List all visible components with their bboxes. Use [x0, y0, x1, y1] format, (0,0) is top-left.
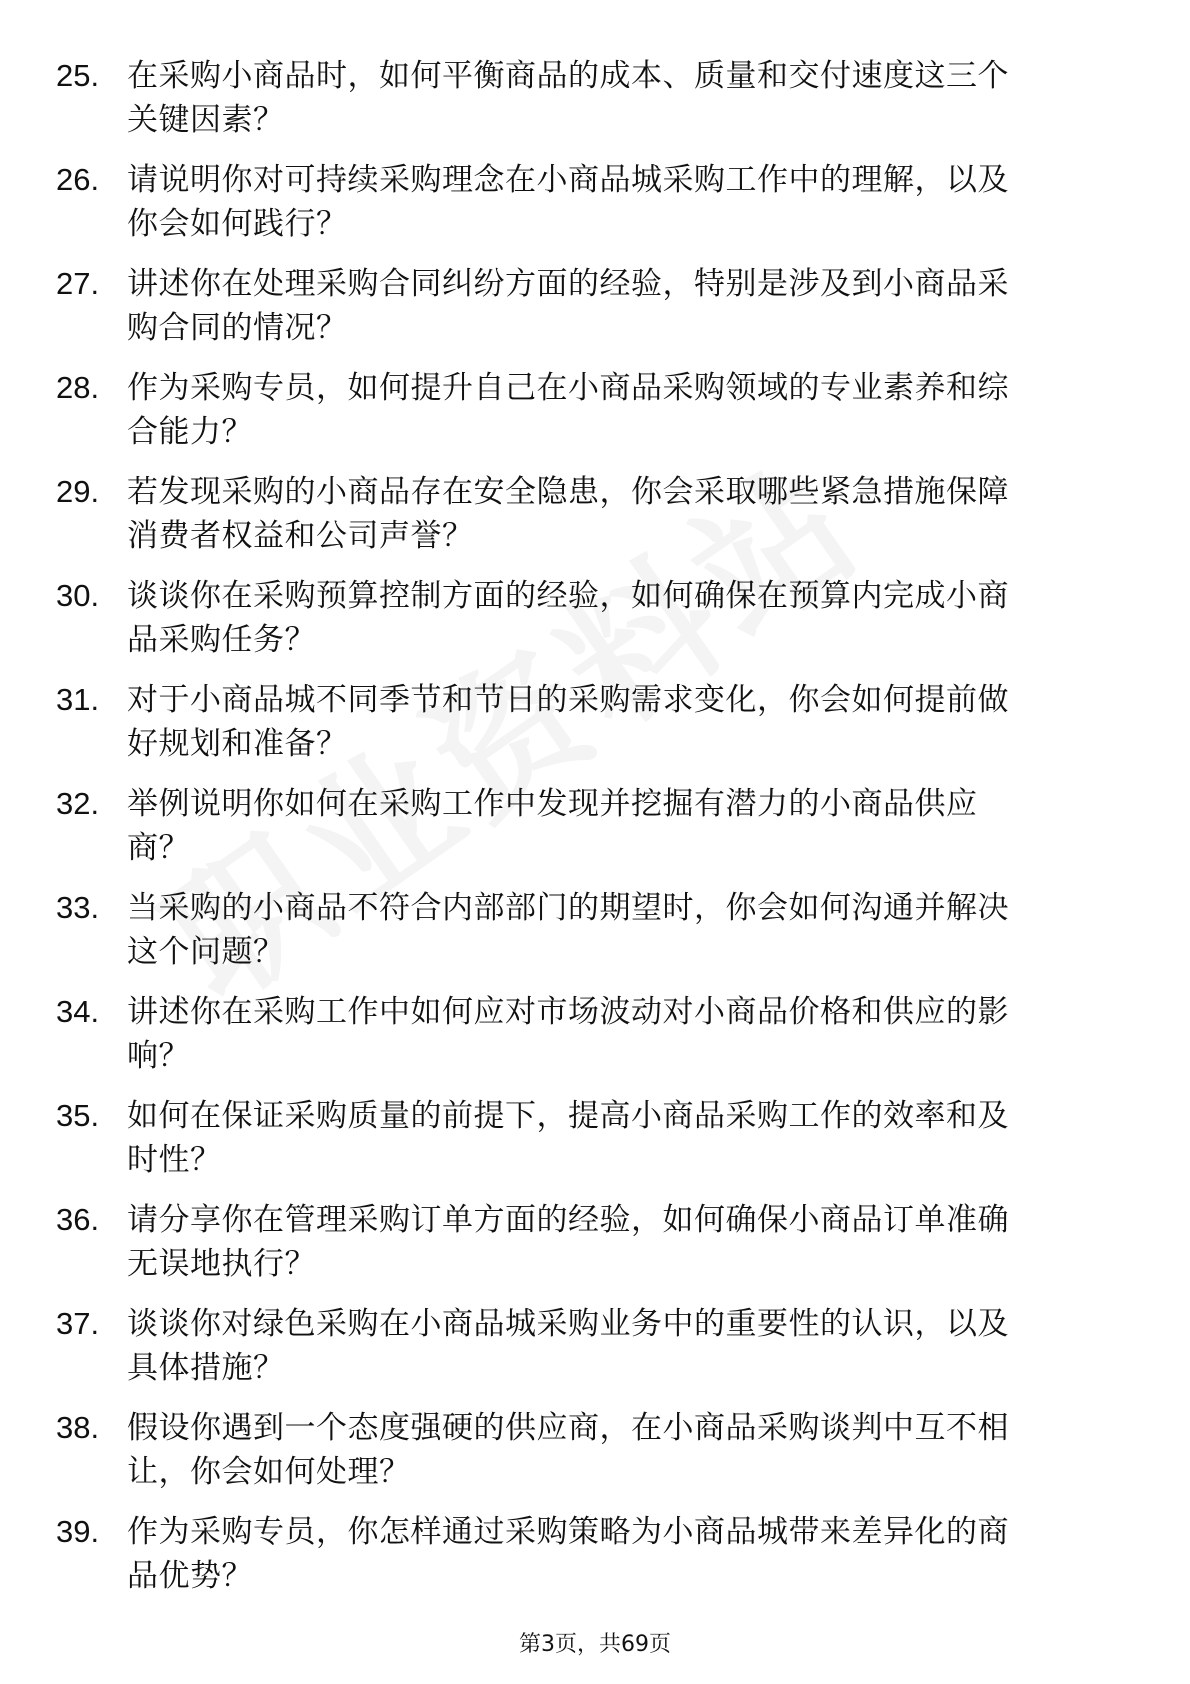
question-item: [0, 774, 1190, 878]
question-item: [0, 982, 1190, 1086]
question-number: 33.: [56, 890, 100, 925]
question-line: 如何在保证采购质量的前提下，提高小商品采购工作的效率和及: [127, 1098, 1009, 1134]
question-text: [127, 54, 1127, 142]
question-number: 32.: [56, 786, 100, 821]
question-text: [127, 990, 1127, 1078]
question-number: 27.: [56, 266, 100, 301]
question-number: 28.: [56, 370, 100, 405]
question-line: 关键因素？: [127, 102, 285, 138]
question-text: [127, 1406, 1127, 1494]
question-item: [0, 1190, 1190, 1294]
question-line: 讲述你在处理采购合同纠纷方面的经验，特别是涉及到小商品采: [127, 266, 1009, 302]
question-line: 好规划和准备？: [127, 726, 348, 762]
question-number: 35.: [56, 1098, 100, 1133]
question-line: 品优势？: [127, 1558, 253, 1594]
question-line: 在采购小商品时，如何平衡商品的成本、质量和交付速度这三个: [127, 58, 1009, 94]
question-text: [127, 1094, 1127, 1182]
question-number: 31.: [56, 682, 100, 717]
question-line: 响？: [127, 1038, 190, 1074]
question-item: [0, 670, 1190, 774]
question-line: 品采购任务？: [127, 622, 316, 658]
question-line: 对于小商品城不同季节和节日的采购需求变化，你会如何提前做: [127, 682, 1009, 718]
question-line: 假设你遇到一个态度强硬的供应商，在小商品采购谈判中互不相: [127, 1410, 1009, 1446]
question-line: 谈谈你对绿色采购在小商品城采购业务中的重要性的认识，以及: [127, 1306, 1009, 1342]
question-text: [127, 158, 1127, 246]
question-line: 购合同的情况？: [127, 310, 348, 346]
page-footer: 第3页，共69页: [519, 1632, 671, 1657]
question-number: 36.: [56, 1202, 100, 1237]
question-item: [0, 878, 1190, 982]
question-number: 38.: [56, 1410, 100, 1445]
question-text: [127, 574, 1127, 662]
question-line: 讲述你在采购工作中如何应对市场波动对小商品价格和供应的影: [127, 994, 1009, 1030]
question-item: [0, 1502, 1190, 1606]
question-number: 37.: [56, 1306, 100, 1341]
question-line: 消费者权益和公司声誉？: [127, 518, 474, 554]
question-text: [127, 886, 1127, 974]
question-line: 若发现采购的小商品存在安全隐患，你会采取哪些紧急措施保障: [127, 474, 1009, 510]
question-number: 39.: [56, 1514, 100, 1549]
question-item: [0, 1294, 1190, 1398]
question-text: [127, 262, 1127, 350]
question-item: [0, 1398, 1190, 1502]
question-item: [0, 150, 1190, 254]
question-item: [0, 566, 1190, 670]
question-item: [0, 358, 1190, 462]
question-line: 让，你会如何处理？: [127, 1454, 411, 1490]
question-line: 无误地执行？: [127, 1246, 316, 1282]
question-line: 作为采购专员，你怎样通过采购策略为小商品城带来差异化的商: [127, 1514, 1009, 1550]
question-number: 29.: [56, 474, 100, 509]
question-number: 30.: [56, 578, 100, 613]
question-text: [127, 470, 1127, 558]
question-line: 你会如何践行？: [127, 206, 348, 242]
question-line: 这个问题？: [127, 934, 285, 970]
question-text: [127, 782, 1127, 870]
question-line: 作为采购专员，如何提升自己在小商品采购领域的专业素养和综: [127, 370, 1009, 406]
question-text: [127, 1302, 1127, 1390]
question-line: 合能力？: [127, 414, 253, 450]
question-number: 34.: [56, 994, 100, 1029]
question-text: [127, 678, 1127, 766]
question-item: [0, 46, 1190, 150]
question-line: 时性？: [127, 1142, 222, 1178]
question-text: [127, 1198, 1127, 1286]
question-line: 请分享你在管理采购订单方面的经验，如何确保小商品订单准确: [127, 1202, 1009, 1238]
question-item: [0, 1086, 1190, 1190]
question-line: 商？: [127, 830, 190, 866]
question-text: [127, 366, 1127, 454]
question-text: [127, 1510, 1127, 1598]
question-number: 25.: [56, 58, 100, 93]
question-line: 当采购的小商品不符合内部部门的期望时，你会如何沟通并解决: [127, 890, 1009, 926]
question-list: [0, 46, 1190, 1606]
question-line: 请说明你对可持续采购理念在小商品城采购工作中的理解，以及: [127, 162, 1009, 198]
question-line: 谈谈你在采购预算控制方面的经验，如何确保在预算内完成小商: [127, 578, 1009, 614]
question-line: 具体措施？: [127, 1350, 285, 1386]
question-item: [0, 462, 1190, 566]
question-item: [0, 254, 1190, 358]
question-line: 举例说明你如何在采购工作中发现并挖掘有潜力的小商品供应: [127, 786, 978, 822]
question-number: 26.: [56, 162, 100, 197]
